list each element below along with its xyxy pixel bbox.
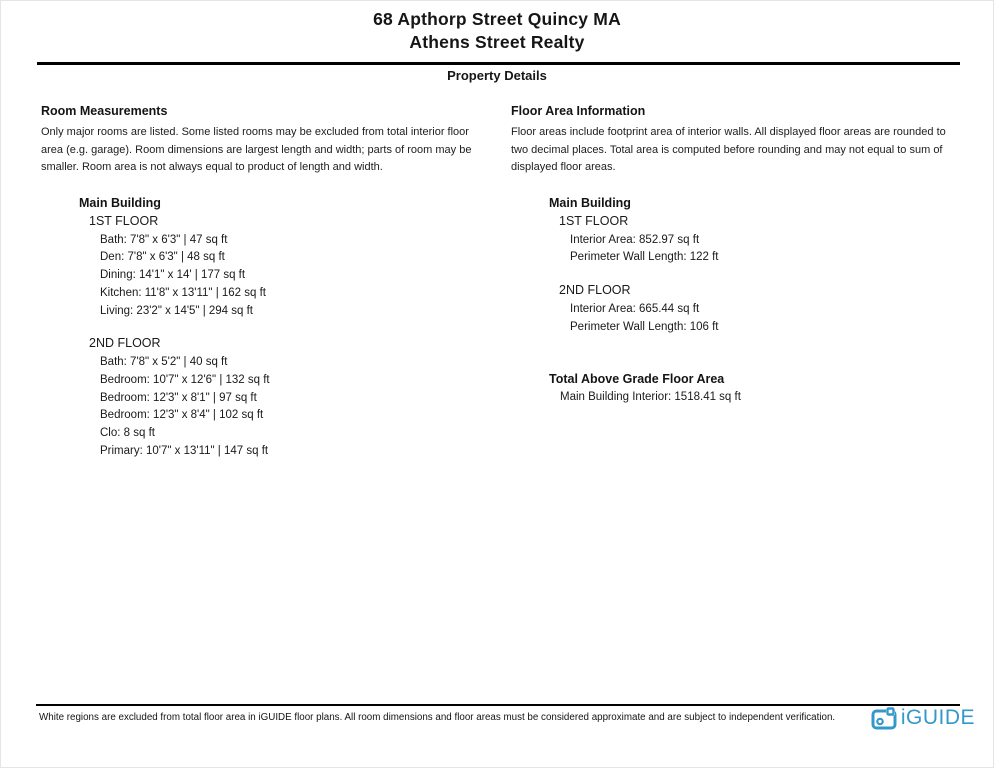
room-row: Bedroom: 12'3" x 8'4" | 102 sq ft [100, 409, 264, 422]
area-block-2nd [559, 283, 963, 336]
room-row: Bedroom: 10'7" x 12'6" | 132 sq ft [100, 374, 270, 386]
area-detail-row: Perimeter Wall Length: 122 ft [570, 251, 719, 264]
room-measurements-section [41, 104, 493, 461]
area-detail-row: Interior Area: 665.44 sq ft [570, 303, 700, 316]
floor-area-description: Floor areas include footprint area of interior walls. All displayed floor areas are rounded to two decimal places. Total area is computed before rounding and may not equal to sum of displayed floor areas. [511, 126, 946, 174]
total-detail: Main Building Interior: 1518.41 sq ft [560, 390, 741, 403]
room-row: Bath: 7'8" x 5'2" | 40 sq ft [100, 356, 228, 369]
footer-disclaimer: White regions are excluded from total floor area in iGUIDE floor plans. All room dimensions and floor areas must be considered approximate and are subject to independent verification. [39, 712, 836, 723]
area-detail-list [570, 301, 963, 336]
room-measurements-description: Only major rooms are listed. Some listed rooms may be excluded from total interior floor area (e.g. garage). Room dimensions are largest length and width; parts of room may be smaller. Room area is not always equal to product of length and width. [41, 126, 472, 174]
building-name: Main Building [549, 195, 631, 210]
floor-block-1st [89, 214, 493, 321]
floor-block-2nd [89, 336, 493, 460]
floor-area-heading: Floor Area Information [511, 104, 646, 118]
floor-area-section [511, 104, 963, 403]
iguide-logo [871, 705, 975, 731]
area-block-1st [559, 214, 963, 267]
room-row: Primary: 10'7" x 13'11" | 147 sq ft [100, 444, 269, 457]
room-list [100, 232, 493, 321]
room-row: Kitchen: 11'8" x 13'11" | 162 sq ft [100, 286, 266, 299]
iguide-logo-text: iGUIDE [900, 706, 975, 729]
room-row: Bath: 7'8" x 6'3" | 47 sq ft [100, 233, 228, 246]
building-name: Main Building [79, 195, 161, 210]
room-row: Den: 7'8" x 6'3" | 48 sq ft [100, 251, 225, 264]
page-header [1, 8, 993, 54]
page-title-realty: Athens Street Realty [409, 32, 585, 52]
page-title-address: 68 Apthorp Street Quincy MA [373, 9, 621, 29]
area-detail-row: Perimeter Wall Length: 106 ft [570, 320, 719, 333]
total-above-grade-block [549, 372, 963, 403]
floor-name: 1ST FLOOR [559, 213, 629, 228]
floor-name: 2ND FLOOR [559, 283, 631, 298]
total-heading: Total Above Grade Floor Area [549, 371, 725, 386]
floor-name: 1ST FLOOR [89, 213, 159, 228]
room-row: Bedroom: 12'3" x 8'1" | 97 sq ft [100, 391, 257, 404]
area-detail-row: Interior Area: 852.97 sq ft [570, 233, 700, 246]
floor-area-building [549, 196, 963, 337]
page-subtitle: Property Details [447, 68, 547, 83]
footer-divider [36, 704, 960, 706]
room-row: Dining: 14'1" x 14' | 177 sq ft [100, 269, 246, 282]
area-detail-list [570, 232, 963, 267]
floor-name: 2ND FLOOR [89, 336, 161, 351]
room-row: Living: 23'2" x 14'5" | 294 sq ft [100, 304, 253, 317]
room-list [100, 354, 493, 460]
room-measurements-building [79, 196, 493, 461]
room-row: Clo: 8 sq ft [100, 427, 155, 440]
room-measurements-heading: Room Measurements [41, 104, 168, 118]
header-divider [37, 62, 960, 65]
iguide-camera-icon [871, 707, 898, 730]
